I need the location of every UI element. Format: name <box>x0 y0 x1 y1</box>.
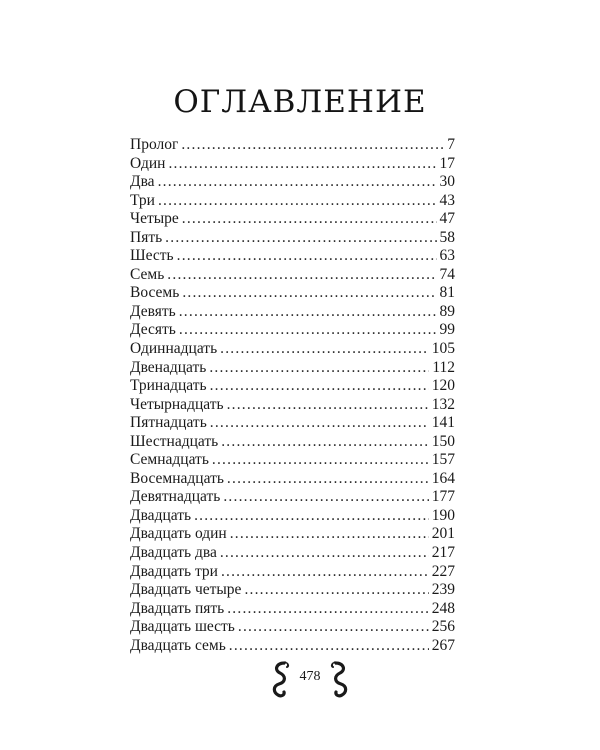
toc-dot-leader <box>179 303 437 322</box>
toc-dot-leader <box>227 396 429 415</box>
page-number: 478 <box>299 669 321 684</box>
toc-entry[interactable] <box>130 173 455 192</box>
toc-entry-title: Десять <box>130 321 176 339</box>
toc-entry[interactable] <box>130 284 455 303</box>
toc-entry-title: Двадцать четыре <box>130 581 242 599</box>
toc-entry-page: 17 <box>439 154 455 172</box>
toc-entry-title: Пять <box>130 228 163 246</box>
toc-dot-leader <box>182 210 437 229</box>
toc-entry[interactable] <box>130 488 455 507</box>
toc-entry-page: 217 <box>431 544 455 562</box>
table-of-contents <box>130 136 455 655</box>
toc-dot-leader <box>238 618 429 637</box>
toc-entry-page: 256 <box>431 618 455 636</box>
toc-dot-leader <box>227 470 429 489</box>
toc-entry[interactable] <box>130 618 455 637</box>
toc-entry[interactable] <box>130 525 455 544</box>
toc-dot-leader <box>210 377 429 396</box>
toc-entry[interactable] <box>130 247 455 266</box>
serpent-ornament-icon <box>328 660 350 698</box>
toc-entry-title: Семь <box>130 265 165 283</box>
toc-dot-leader <box>158 173 437 192</box>
toc-entry-page: 47 <box>439 210 455 228</box>
toc-entry-page: 267 <box>431 636 455 654</box>
toc-dot-leader <box>220 340 429 359</box>
toc-dot-leader <box>167 266 436 285</box>
toc-entry[interactable] <box>130 155 455 174</box>
toc-entry-title: Двадцать два <box>130 544 217 562</box>
toc-entry-title: Двадцать семь <box>130 636 226 654</box>
toc-entry[interactable] <box>130 600 455 619</box>
toc-entry-page: 7 <box>447 136 455 153</box>
toc-entry[interactable] <box>130 303 455 322</box>
toc-entry[interactable] <box>130 470 455 489</box>
toc-entry-page: 81 <box>439 284 455 302</box>
toc-entry[interactable] <box>130 581 455 600</box>
toc-dot-leader <box>210 414 429 433</box>
toc-entry[interactable] <box>130 433 455 452</box>
toc-dot-leader <box>244 581 428 600</box>
toc-entry-page: 120 <box>431 377 455 395</box>
toc-entry-title: Шесть <box>130 247 174 265</box>
toc-entry[interactable] <box>130 210 455 229</box>
toc-entry-title: Одиннадцать <box>130 340 218 358</box>
toc-entry-title: Четырнадцать <box>130 395 224 413</box>
toc-entry-page: 105 <box>431 340 455 358</box>
toc-entry[interactable] <box>130 544 455 563</box>
toc-entry-page: 164 <box>431 469 455 487</box>
toc-dot-leader <box>158 192 437 211</box>
toc-entry-page: 99 <box>439 321 455 339</box>
toc-entry[interactable] <box>130 359 455 378</box>
toc-entry[interactable] <box>130 321 455 340</box>
toc-dot-leader <box>229 637 429 656</box>
toc-dot-leader <box>182 284 436 303</box>
toc-entry-title: Двадцать <box>130 506 192 524</box>
toc-entry-title: Двенадцать <box>130 358 207 376</box>
toc-entry-page: 141 <box>431 414 455 432</box>
toc-entry-page: 132 <box>431 395 455 413</box>
page-folio <box>270 660 350 698</box>
toc-entry[interactable] <box>130 414 455 433</box>
toc-dot-leader <box>221 563 429 582</box>
toc-entry-title: Девятнадцать <box>130 488 221 506</box>
toc-entry[interactable] <box>130 396 455 415</box>
toc-entry[interactable] <box>130 229 455 248</box>
toc-entry-page: 157 <box>431 451 455 469</box>
toc-entry[interactable] <box>130 136 455 155</box>
toc-entry-title: Двадцать три <box>130 562 218 580</box>
toc-entry-title: Восемнадцать <box>130 469 224 487</box>
toc-entry-page: 112 <box>432 358 455 376</box>
toc-dot-leader <box>165 229 436 248</box>
toc-entry-title: Двадцать пять <box>130 599 225 617</box>
toc-entry-title: Семнадцать <box>130 451 209 469</box>
toc-entry-title: Двадцать шесть <box>130 618 235 636</box>
toc-entry-page: 89 <box>439 302 455 320</box>
toc-entry-title: Пролог <box>130 136 179 153</box>
toc-entry[interactable] <box>130 377 455 396</box>
toc-dot-leader <box>177 247 437 266</box>
toc-entry-page: 190 <box>431 506 455 524</box>
toc-entry-page: 248 <box>431 599 455 617</box>
toc-entry-page: 43 <box>439 191 455 209</box>
toc-dot-leader <box>209 359 429 378</box>
toc-entry[interactable] <box>130 563 455 582</box>
toc-entry[interactable] <box>130 340 455 359</box>
toc-entry-title: Девять <box>130 302 176 320</box>
toc-dot-leader <box>223 488 428 507</box>
toc-entry-page: 30 <box>439 173 455 191</box>
page-title: ОГЛАВЛЕНИЕ <box>173 84 427 120</box>
toc-dot-leader <box>230 525 429 544</box>
toc-entry-page: 74 <box>439 265 455 283</box>
toc-entry-page: 63 <box>439 247 455 265</box>
toc-dot-leader <box>220 544 429 563</box>
toc-entry-title: Двадцать один <box>130 525 227 543</box>
toc-entry-page: 150 <box>431 432 455 450</box>
toc-entry[interactable] <box>130 451 455 470</box>
toc-entry-title: Один <box>130 154 166 172</box>
toc-entry-page: 58 <box>439 228 455 246</box>
toc-dot-leader <box>194 507 429 526</box>
toc-entry-page: 227 <box>431 562 455 580</box>
toc-entry-title: Тринадцать <box>130 377 207 395</box>
toc-entry-page: 239 <box>431 581 455 599</box>
toc-entry[interactable] <box>130 507 455 526</box>
toc-dot-leader <box>221 433 429 452</box>
toc-entry-title: Три <box>130 191 155 209</box>
toc-entry-page: 201 <box>431 525 455 543</box>
toc-entry-title: Восемь <box>130 284 180 302</box>
toc-entry[interactable] <box>130 637 455 656</box>
toc-dot-leader <box>227 600 429 619</box>
toc-entry-page: 177 <box>431 488 455 506</box>
toc-dot-leader <box>212 451 429 470</box>
toc-entry-title: Пятнадцать <box>130 414 207 432</box>
toc-entry[interactable] <box>130 266 455 285</box>
toc-dot-leader <box>168 155 436 174</box>
toc-entry[interactable] <box>130 192 455 211</box>
toc-dot-leader <box>179 321 437 340</box>
toc-entry-title: Два <box>130 173 155 191</box>
toc-dot-leader <box>181 136 444 155</box>
toc-entry-title: Четыре <box>130 210 179 228</box>
toc-entry-title: Шестнадцать <box>130 432 219 450</box>
